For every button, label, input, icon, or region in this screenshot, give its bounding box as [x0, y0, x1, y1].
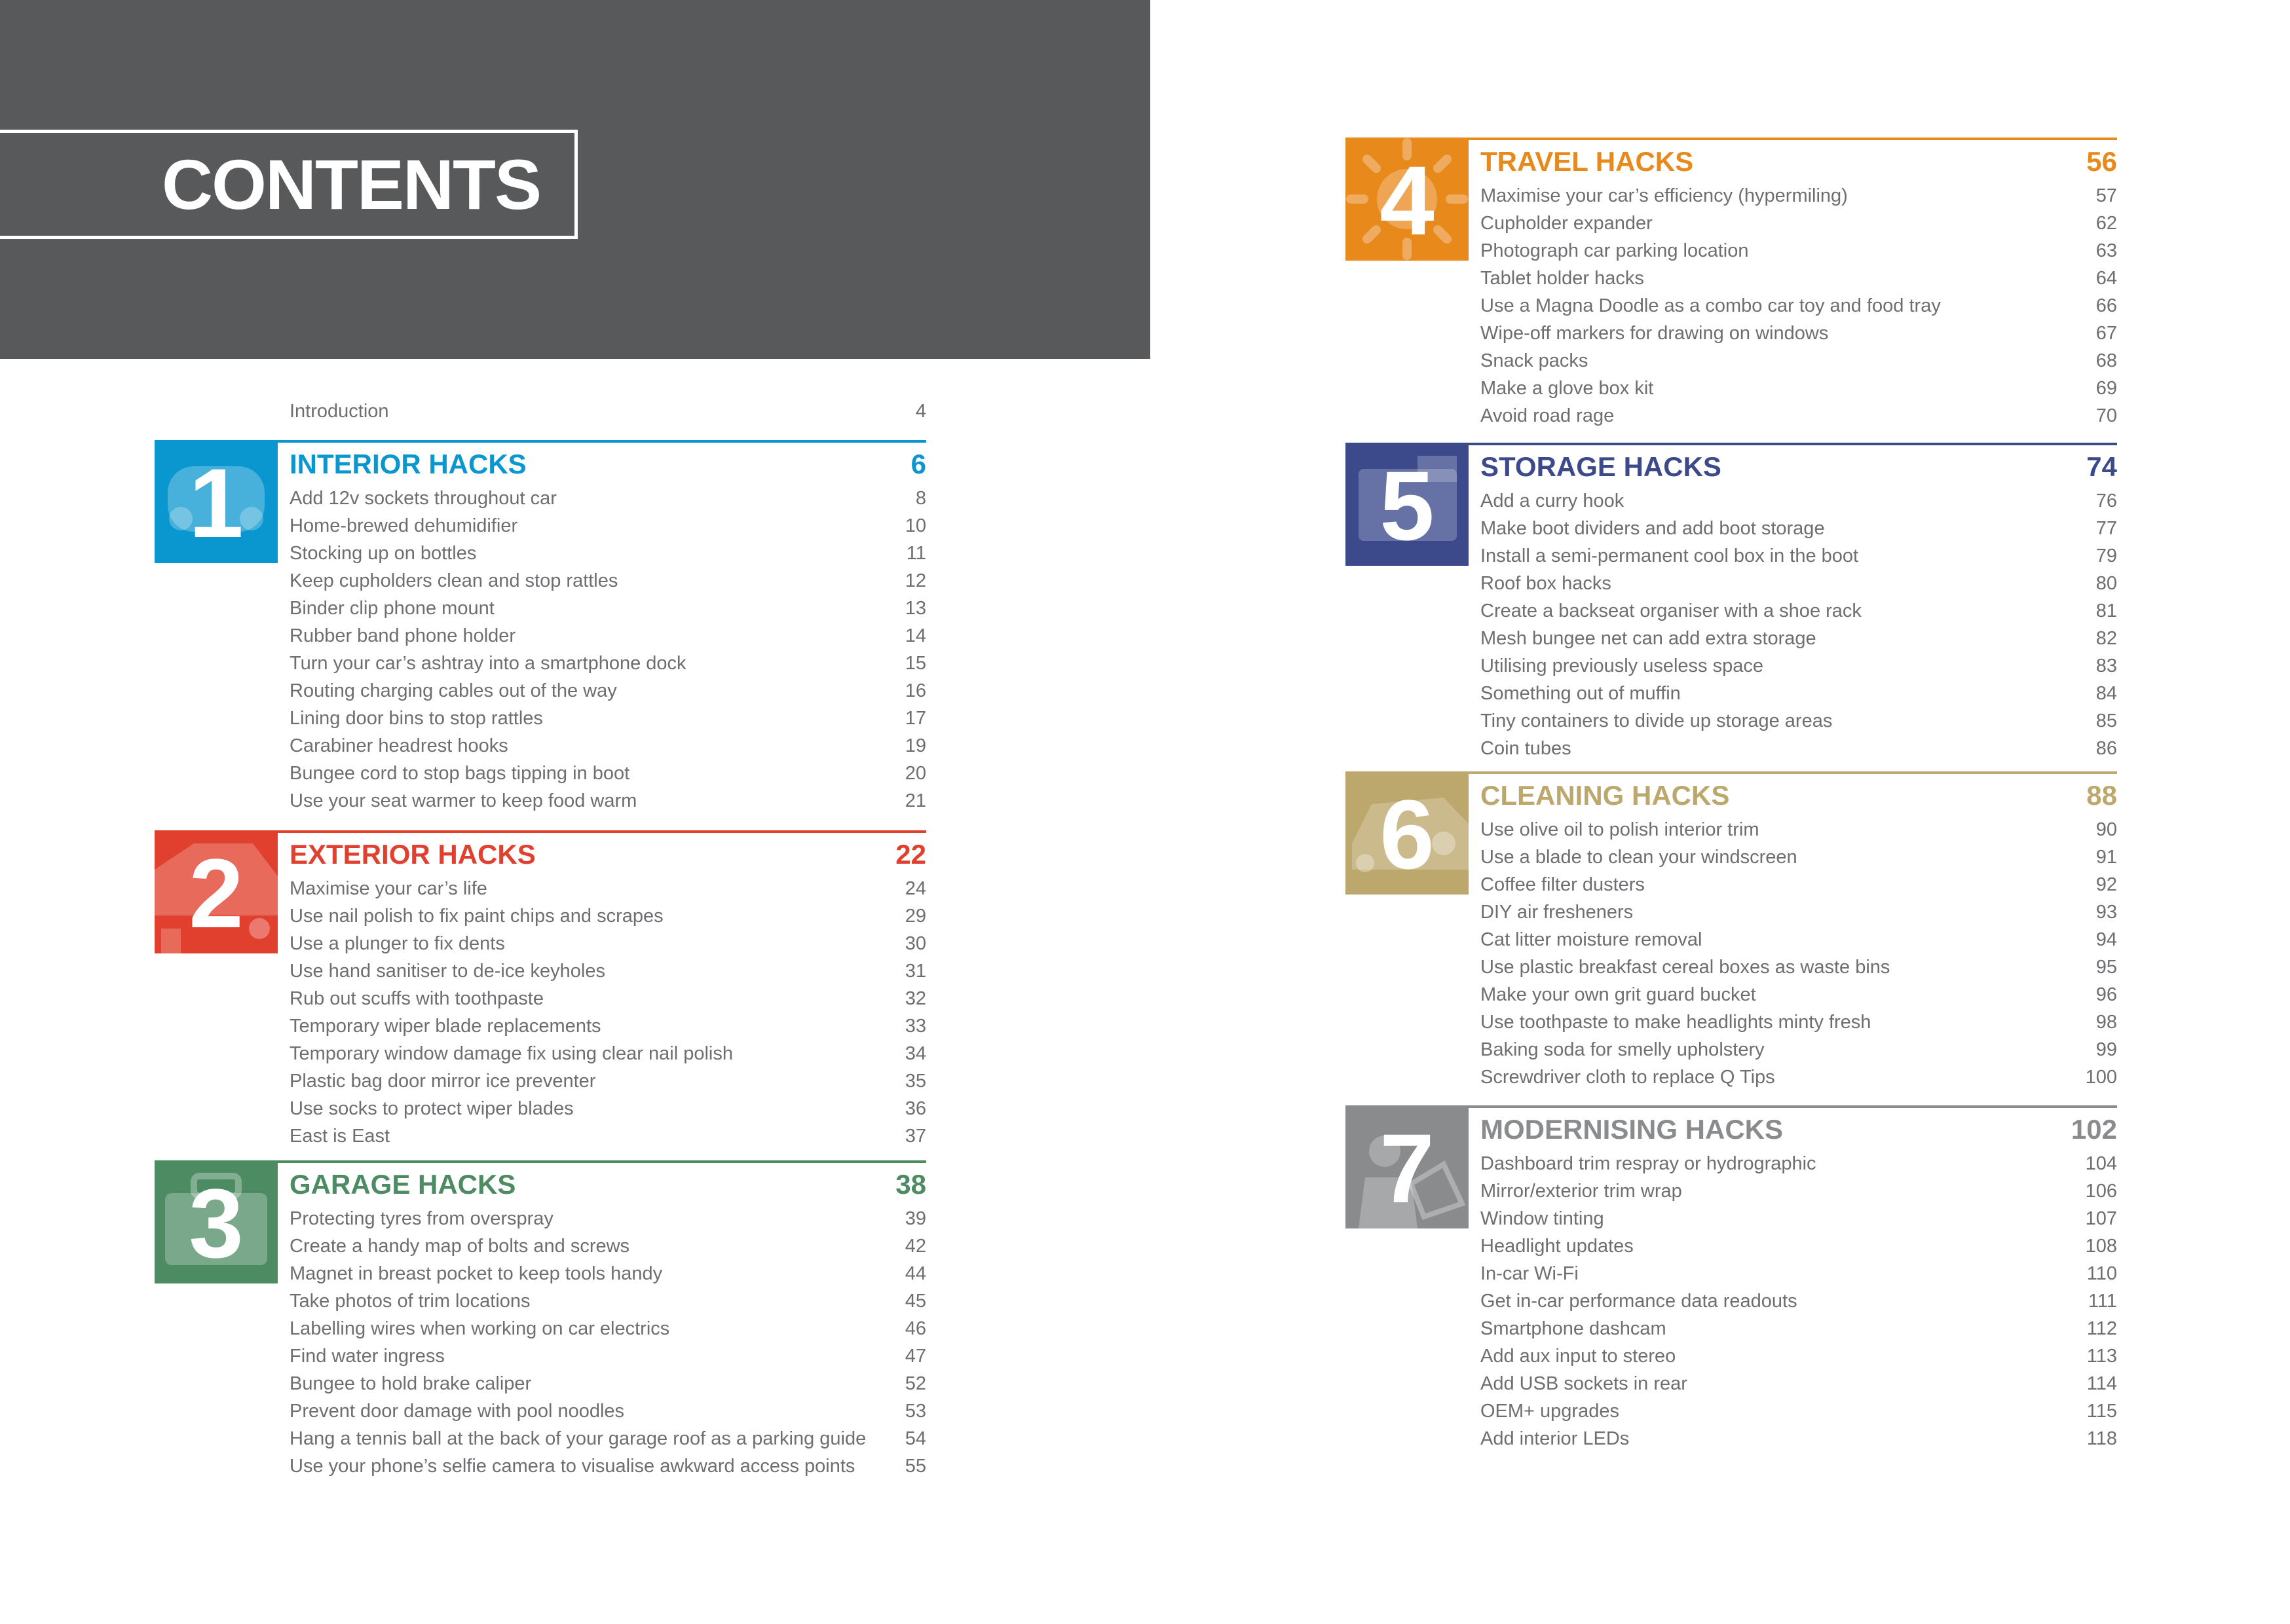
entry-page: 96: [2095, 984, 2117, 1005]
entry-page: 34: [905, 1043, 926, 1064]
entry-page: 36: [905, 1098, 926, 1119]
entry-label: Roof box hacks: [1480, 573, 1611, 594]
section-page: 102: [2071, 1114, 2117, 1145]
toc-entry[interactable]: [1480, 1287, 2117, 1315]
section-1: [155, 440, 926, 815]
section-heading[interactable]: [1480, 779, 2117, 812]
toc-entry[interactable]: [290, 485, 926, 512]
section-rule: [278, 1160, 926, 1163]
entry-page: 46: [905, 1318, 926, 1339]
entry-page: 10: [905, 515, 926, 536]
section-rule: [1469, 1105, 2117, 1108]
page-title: CONTENTS: [162, 144, 540, 224]
section-number: 7: [1380, 1113, 1435, 1223]
toc-entry[interactable]: [1480, 487, 2117, 515]
entry-page: 44: [905, 1263, 926, 1284]
entry-page: 77: [2095, 518, 2117, 539]
toc-entry[interactable]: [1480, 981, 2117, 1008]
entry-page: 70: [2095, 405, 2117, 426]
toc-entry[interactable]: [1480, 1370, 2117, 1397]
toc-entry[interactable]: [290, 705, 926, 732]
entry-page: 53: [905, 1401, 926, 1422]
section-badge: [1345, 138, 1469, 261]
toc-entry[interactable]: [1480, 1036, 2117, 1063]
toc-entry[interactable]: [1480, 292, 2117, 320]
entry-page: 94: [2095, 929, 2117, 950]
entry-label: Mirror/exterior trim wrap: [1480, 1181, 1682, 1202]
entry-label: Smartphone dashcam: [1480, 1318, 1666, 1339]
entry-label: Take photos of trim locations: [290, 1291, 531, 1312]
entry-label: DIY air fresheners: [1480, 902, 1634, 923]
entry-page: 57: [2095, 185, 2117, 206]
section-badge: [1345, 443, 1469, 566]
entry-page: 52: [905, 1373, 926, 1394]
section-number: 1: [189, 448, 244, 558]
toc-entry[interactable]: [1480, 735, 2117, 762]
entry-page: 93: [2095, 902, 2117, 923]
toc-entry[interactable]: [1480, 182, 2117, 210]
entry-label: Install a semi-permanent cool box in the boot: [1480, 545, 1859, 566]
entry-page: 8: [915, 488, 926, 509]
entry-page: 98: [2095, 1012, 2117, 1033]
toc-entry[interactable]: [290, 1067, 926, 1095]
toc-entry[interactable]: [290, 512, 926, 540]
toc-entry[interactable]: [290, 1012, 926, 1040]
toc-entry[interactable]: [1480, 237, 2117, 265]
entry-label: Use a blade to clean your windscreen: [1480, 847, 1797, 868]
entry-label: Lining door bins to stop rattles: [290, 708, 543, 729]
section-heading[interactable]: [290, 1168, 926, 1201]
section-title: EXTERIOR HACKS: [290, 839, 536, 870]
toc-entry-introduction[interactable]: [290, 398, 926, 426]
section-badge: [1345, 1105, 1469, 1228]
entry-page: 112: [2086, 1318, 2117, 1339]
section-entries: [1480, 1150, 2117, 1452]
entry-label: Plastic bag door mirror ice preventer: [290, 1071, 596, 1092]
entry-page: 100: [2085, 1067, 2117, 1088]
section-badge: [155, 1160, 278, 1283]
header-band: [0, 0, 1150, 359]
entry-page: 15: [905, 653, 926, 674]
toc-entry[interactable]: [1480, 375, 2117, 402]
entry-page: 30: [905, 933, 926, 954]
entry-page: 90: [2095, 819, 2117, 840]
toc-entry[interactable]: [290, 1397, 926, 1425]
toc-entry[interactable]: [1480, 1205, 2117, 1232]
entry-label: Use plastic breakfast cereal boxes as waste bins: [1480, 957, 1890, 978]
entry-label: Add USB sockets in rear: [1480, 1373, 1687, 1394]
entry-label: Cat litter moisture removal: [1480, 929, 1702, 950]
section-page: 88: [2086, 780, 2117, 811]
entry-page: 91: [2095, 847, 2117, 868]
entry-label: Tablet holder hacks: [1480, 268, 1644, 289]
entry-page: 31: [905, 961, 926, 982]
section-rule: [278, 440, 926, 443]
entry-label: Introduction: [290, 401, 389, 422]
entry-page: 113: [2086, 1346, 2117, 1367]
section-rule: [1469, 138, 2117, 140]
section-entries: [1480, 182, 2117, 430]
toc-entry[interactable]: [290, 1205, 926, 1232]
entry-page: 83: [2095, 655, 2117, 676]
entry-page: 118: [2086, 1428, 2117, 1449]
toc-entry[interactable]: [1480, 1425, 2117, 1452]
toc-entry[interactable]: [290, 595, 926, 622]
entry-label: Prevent door damage with pool noodles: [290, 1401, 625, 1422]
section-title: CLEANING HACKS: [1480, 780, 1730, 811]
entry-label: Use your seat warmer to keep food warm: [290, 790, 637, 811]
entry-label: Bungee to hold brake caliper: [290, 1373, 532, 1394]
entry-label: Use hand sanitiser to de-ice keyholes: [290, 961, 605, 982]
entry-page: 14: [905, 625, 926, 646]
toc-entry[interactable]: [290, 1425, 926, 1452]
toc-entry[interactable]: [1480, 597, 2117, 625]
entry-label: Carabiner headrest hooks: [290, 735, 508, 756]
toc-entry[interactable]: [1480, 1177, 2117, 1205]
toc-entry[interactable]: [1480, 542, 2117, 570]
section-entries: [1480, 816, 2117, 1091]
entry-page: 20: [905, 763, 926, 784]
entry-label: Avoid road rage: [1480, 405, 1615, 426]
toc-entry[interactable]: [1480, 871, 2117, 898]
section-title: STORAGE HACKS: [1480, 451, 1721, 482]
section-3: [155, 1160, 926, 1480]
entry-page: 106: [2085, 1181, 2117, 1202]
section-page: 74: [2086, 451, 2117, 482]
entry-page: 111: [2088, 1291, 2117, 1312]
entry-label: Use olive oil to polish interior trim: [1480, 819, 1759, 840]
entry-label: Something out of muffin: [1480, 683, 1681, 704]
section-title: GARAGE HACKS: [290, 1169, 516, 1200]
entry-label: Labelling wires when working on car electrics: [290, 1318, 670, 1339]
toc-entry[interactable]: [1480, 1063, 2117, 1091]
toc-entry[interactable]: [290, 787, 926, 815]
section-number: 4: [1380, 145, 1435, 255]
entry-page: 17: [905, 708, 926, 729]
section-rule: [1469, 443, 2117, 445]
entry-label: Magnet in breast pocket to keep tools handy: [290, 1263, 663, 1284]
entry-page: 37: [905, 1126, 926, 1147]
toc-entry[interactable]: [1480, 1397, 2117, 1425]
entry-label: Temporary wiper blade replacements: [290, 1016, 601, 1037]
section-entries: [1480, 487, 2117, 762]
entry-label: Use a Magna Doodle as a combo car toy and food tray: [1480, 295, 1941, 316]
entry-label: Create a handy map of bolts and screws: [290, 1236, 630, 1257]
toc-entry[interactable]: [1480, 402, 2117, 430]
toc-entry[interactable]: [1480, 570, 2117, 597]
entry-page: 64: [2095, 268, 2117, 289]
entry-page: 82: [2095, 628, 2117, 649]
entry-label: Get in-car performance data readouts: [1480, 1291, 1797, 1312]
entry-label: In-car Wi-Fi: [1480, 1263, 1579, 1284]
section-5: [1345, 443, 2117, 762]
section-heading[interactable]: [290, 448, 926, 481]
entry-page: 69: [2095, 378, 2117, 399]
entry-page: 115: [2086, 1401, 2117, 1422]
entry-page: 35: [905, 1071, 926, 1092]
toc-entry[interactable]: [1480, 320, 2117, 347]
entry-page: 63: [2095, 240, 2117, 261]
toc-entry[interactable]: [1480, 1342, 2117, 1370]
toc-entry[interactable]: [290, 1095, 926, 1122]
entry-label: Hang a tennis ball at the back of your garage roof as a parking guide: [290, 1428, 867, 1449]
section-badge: [1345, 771, 1469, 895]
section-number: 6: [1380, 779, 1435, 889]
section-7: [1345, 1105, 2117, 1452]
entry-label: Temporary window damage fix using clear nail polish: [290, 1043, 733, 1064]
toc-entry[interactable]: [290, 930, 926, 957]
entry-label: Find water ingress: [290, 1346, 445, 1367]
entry-page: 11: [906, 543, 926, 564]
section-entries: [290, 485, 926, 815]
toc-entry[interactable]: [290, 875, 926, 902]
entry-label: East is East: [290, 1126, 390, 1147]
entry-label: Screwdriver cloth to replace Q Tips: [1480, 1067, 1775, 1088]
entry-label: Create a backseat organiser with a shoe rack: [1480, 600, 1862, 621]
title-box: [0, 130, 578, 239]
section-title: TRAVEL HACKS: [1480, 146, 1694, 177]
section-page: 22: [895, 839, 926, 870]
section-heading[interactable]: [1480, 451, 2117, 483]
toc-entry[interactable]: [1480, 843, 2117, 871]
section-title: MODERNISING HACKS: [1480, 1114, 1784, 1145]
entry-page: 95: [2095, 957, 2117, 978]
toc-entry[interactable]: [290, 902, 926, 930]
section-entries: [290, 1205, 926, 1480]
toc-entry[interactable]: [290, 567, 926, 595]
entry-page: 79: [2095, 545, 2117, 566]
toc-entry[interactable]: [290, 760, 926, 787]
entry-page: 84: [2095, 683, 2117, 704]
entry-page: 13: [905, 598, 926, 619]
toc-entry[interactable]: [1480, 515, 2117, 542]
entry-label: Make boot dividers and add boot storage: [1480, 518, 1825, 539]
entry-label: Use your phone’s selfie camera to visualise awkward access points: [290, 1456, 855, 1477]
entry-label: OEM+ upgrades: [1480, 1401, 1619, 1422]
entry-label: Use socks to protect wiper blades: [290, 1098, 574, 1119]
entry-label: Use nail polish to fix paint chips and scrapes: [290, 906, 664, 927]
section-title: INTERIOR HACKS: [290, 449, 527, 479]
entry-label: Wipe-off markers for drawing on windows: [1480, 323, 1829, 344]
entry-page: 110: [2086, 1263, 2117, 1284]
section-entries: [290, 875, 926, 1150]
entry-label: Turn your car’s ashtray into a smartphone dock: [290, 653, 686, 674]
toc-entry[interactable]: [290, 732, 926, 760]
toc-entry[interactable]: [290, 1260, 926, 1287]
section-badge: [155, 830, 278, 953]
entry-page: 47: [905, 1346, 926, 1367]
entry-label: Snack packs: [1480, 350, 1588, 371]
toc-entry[interactable]: [290, 957, 926, 985]
entry-page: 54: [905, 1428, 926, 1449]
toc-entry[interactable]: [1480, 953, 2117, 981]
entry-label: Protecting tyres from overspray: [290, 1208, 554, 1229]
toc-entry[interactable]: [1480, 707, 2117, 735]
toc-entry[interactable]: [1480, 210, 2117, 237]
toc-entry[interactable]: [290, 677, 926, 705]
entry-label: Use toothpaste to make headlights minty fresh: [1480, 1012, 1871, 1033]
section-page: 38: [895, 1169, 926, 1200]
entry-label: Maximise your car’s efficiency (hypermiling): [1480, 185, 1848, 206]
entry-page: 99: [2095, 1039, 2117, 1060]
toc-entry[interactable]: [290, 985, 926, 1012]
toc-entry[interactable]: [290, 1287, 926, 1315]
entry-label: Photograph car parking location: [1480, 240, 1749, 261]
toc-entry[interactable]: [1480, 926, 2117, 953]
entry-label: Bungee cord to stop bags tipping in boot: [290, 763, 630, 784]
entry-page: 80: [2095, 573, 2117, 594]
entry-page: 67: [2095, 323, 2117, 344]
toc-entry[interactable]: [1480, 652, 2117, 680]
entry-label: Utilising previously useless space: [1480, 655, 1763, 676]
entry-label: Routing charging cables out of the way: [290, 680, 617, 701]
entry-label: Add 12v sockets throughout car: [290, 488, 557, 509]
entry-page: 16: [905, 680, 926, 701]
entry-page: 92: [2095, 874, 2117, 895]
section-6: [1345, 771, 2117, 1091]
section-number: 2: [189, 838, 244, 948]
toc-entry[interactable]: [290, 540, 926, 567]
entry-page: 12: [905, 570, 926, 591]
entry-label: Dashboard trim respray or hydrographic: [1480, 1153, 1816, 1174]
entry-label: Tiny containers to divide up storage areas: [1480, 710, 1833, 731]
toc-entry[interactable]: [1480, 680, 2117, 707]
entry-page: 21: [905, 790, 926, 811]
entry-label: Cupholder expander: [1480, 213, 1653, 234]
entry-label: Coin tubes: [1480, 738, 1571, 759]
toc-entry[interactable]: [1480, 1008, 2117, 1036]
entry-label: Maximise your car’s life: [290, 878, 487, 899]
entry-label: Mesh bungee net can add extra storage: [1480, 628, 1816, 649]
entry-page: 19: [905, 735, 926, 756]
entry-label: Make a glove box kit: [1480, 378, 1654, 399]
section-2: [155, 830, 926, 1150]
entry-label: Make your own grit guard bucket: [1480, 984, 1756, 1005]
section-page: 56: [2086, 146, 2117, 177]
toc-entry[interactable]: [290, 1122, 926, 1150]
toc-entry[interactable]: [290, 1315, 926, 1342]
entry-page: 45: [905, 1291, 926, 1312]
entry-page: 81: [2095, 600, 2117, 621]
entry-page: 76: [2095, 490, 2117, 511]
toc-entry[interactable]: [290, 1452, 926, 1480]
section-badge: [155, 440, 278, 563]
section-number: 3: [189, 1168, 244, 1278]
entry-label: Add a curry hook: [1480, 490, 1624, 511]
toc-entry[interactable]: [290, 1342, 926, 1370]
entry-page: 86: [2095, 738, 2117, 759]
toc-entry[interactable]: [1480, 265, 2117, 292]
toc-entry[interactable]: [1480, 1232, 2117, 1260]
section-page: 6: [910, 449, 926, 479]
entry-label: Headlight updates: [1480, 1236, 1634, 1257]
entry-label: Add aux input to stereo: [1480, 1346, 1676, 1367]
section-heading[interactable]: [1480, 145, 2117, 178]
toc-entry[interactable]: [1480, 1260, 2117, 1287]
entry-page: 85: [2095, 710, 2117, 731]
toc-entry[interactable]: [290, 1040, 926, 1067]
toc-entry[interactable]: [1480, 1150, 2117, 1177]
entry-label: Keep cupholders clean and stop rattles: [290, 570, 618, 591]
entry-page: 62: [2095, 213, 2117, 234]
entry-page: 39: [905, 1208, 926, 1229]
entry-label: Binder clip phone mount: [290, 598, 495, 619]
entry-page: 33: [905, 1016, 926, 1037]
section-heading[interactable]: [1480, 1113, 2117, 1146]
entry-label: Add interior LEDs: [1480, 1428, 1630, 1449]
toc-entry[interactable]: [290, 1232, 926, 1260]
entry-label: Stocking up on bottles: [290, 543, 477, 564]
entry-label: Rubber band phone holder: [290, 625, 516, 646]
entry-page: 24: [905, 878, 926, 899]
entry-page: 107: [2085, 1208, 2117, 1229]
section-heading[interactable]: [290, 838, 926, 871]
entry-page: 66: [2095, 295, 2117, 316]
toc-entry[interactable]: [1480, 816, 2117, 843]
entry-page: 32: [905, 988, 926, 1009]
entry-page: 68: [2095, 350, 2117, 371]
section-number: 5: [1380, 451, 1435, 561]
entry-page: 29: [905, 906, 926, 927]
entry-page: 4: [915, 401, 926, 422]
section-4: [1345, 138, 2117, 430]
entry-page: 55: [905, 1456, 926, 1477]
entry-page: 114: [2086, 1373, 2117, 1394]
section-rule: [278, 830, 926, 833]
section-rule: [1469, 771, 2117, 774]
entry-label: Rub out scuffs with toothpaste: [290, 988, 544, 1009]
entry-page: 108: [2085, 1236, 2117, 1257]
entry-label: Home-brewed dehumidifier: [290, 515, 518, 536]
entry-label: Window tinting: [1480, 1208, 1604, 1229]
toc-entry[interactable]: [1480, 1315, 2117, 1342]
entry-page: 42: [905, 1236, 926, 1257]
toc-entry[interactable]: [290, 622, 926, 650]
entry-page: 104: [2085, 1153, 2117, 1174]
toc-entry[interactable]: [290, 1370, 926, 1397]
toc-entry[interactable]: [290, 650, 926, 677]
toc-entry[interactable]: [1480, 898, 2117, 926]
entry-label: Coffee filter dusters: [1480, 874, 1645, 895]
entry-label: Baking soda for smelly upholstery: [1480, 1039, 1765, 1060]
entry-label: Use a plunger to fix dents: [290, 933, 505, 954]
toc-entry[interactable]: [1480, 347, 2117, 375]
toc-entry[interactable]: [1480, 625, 2117, 652]
